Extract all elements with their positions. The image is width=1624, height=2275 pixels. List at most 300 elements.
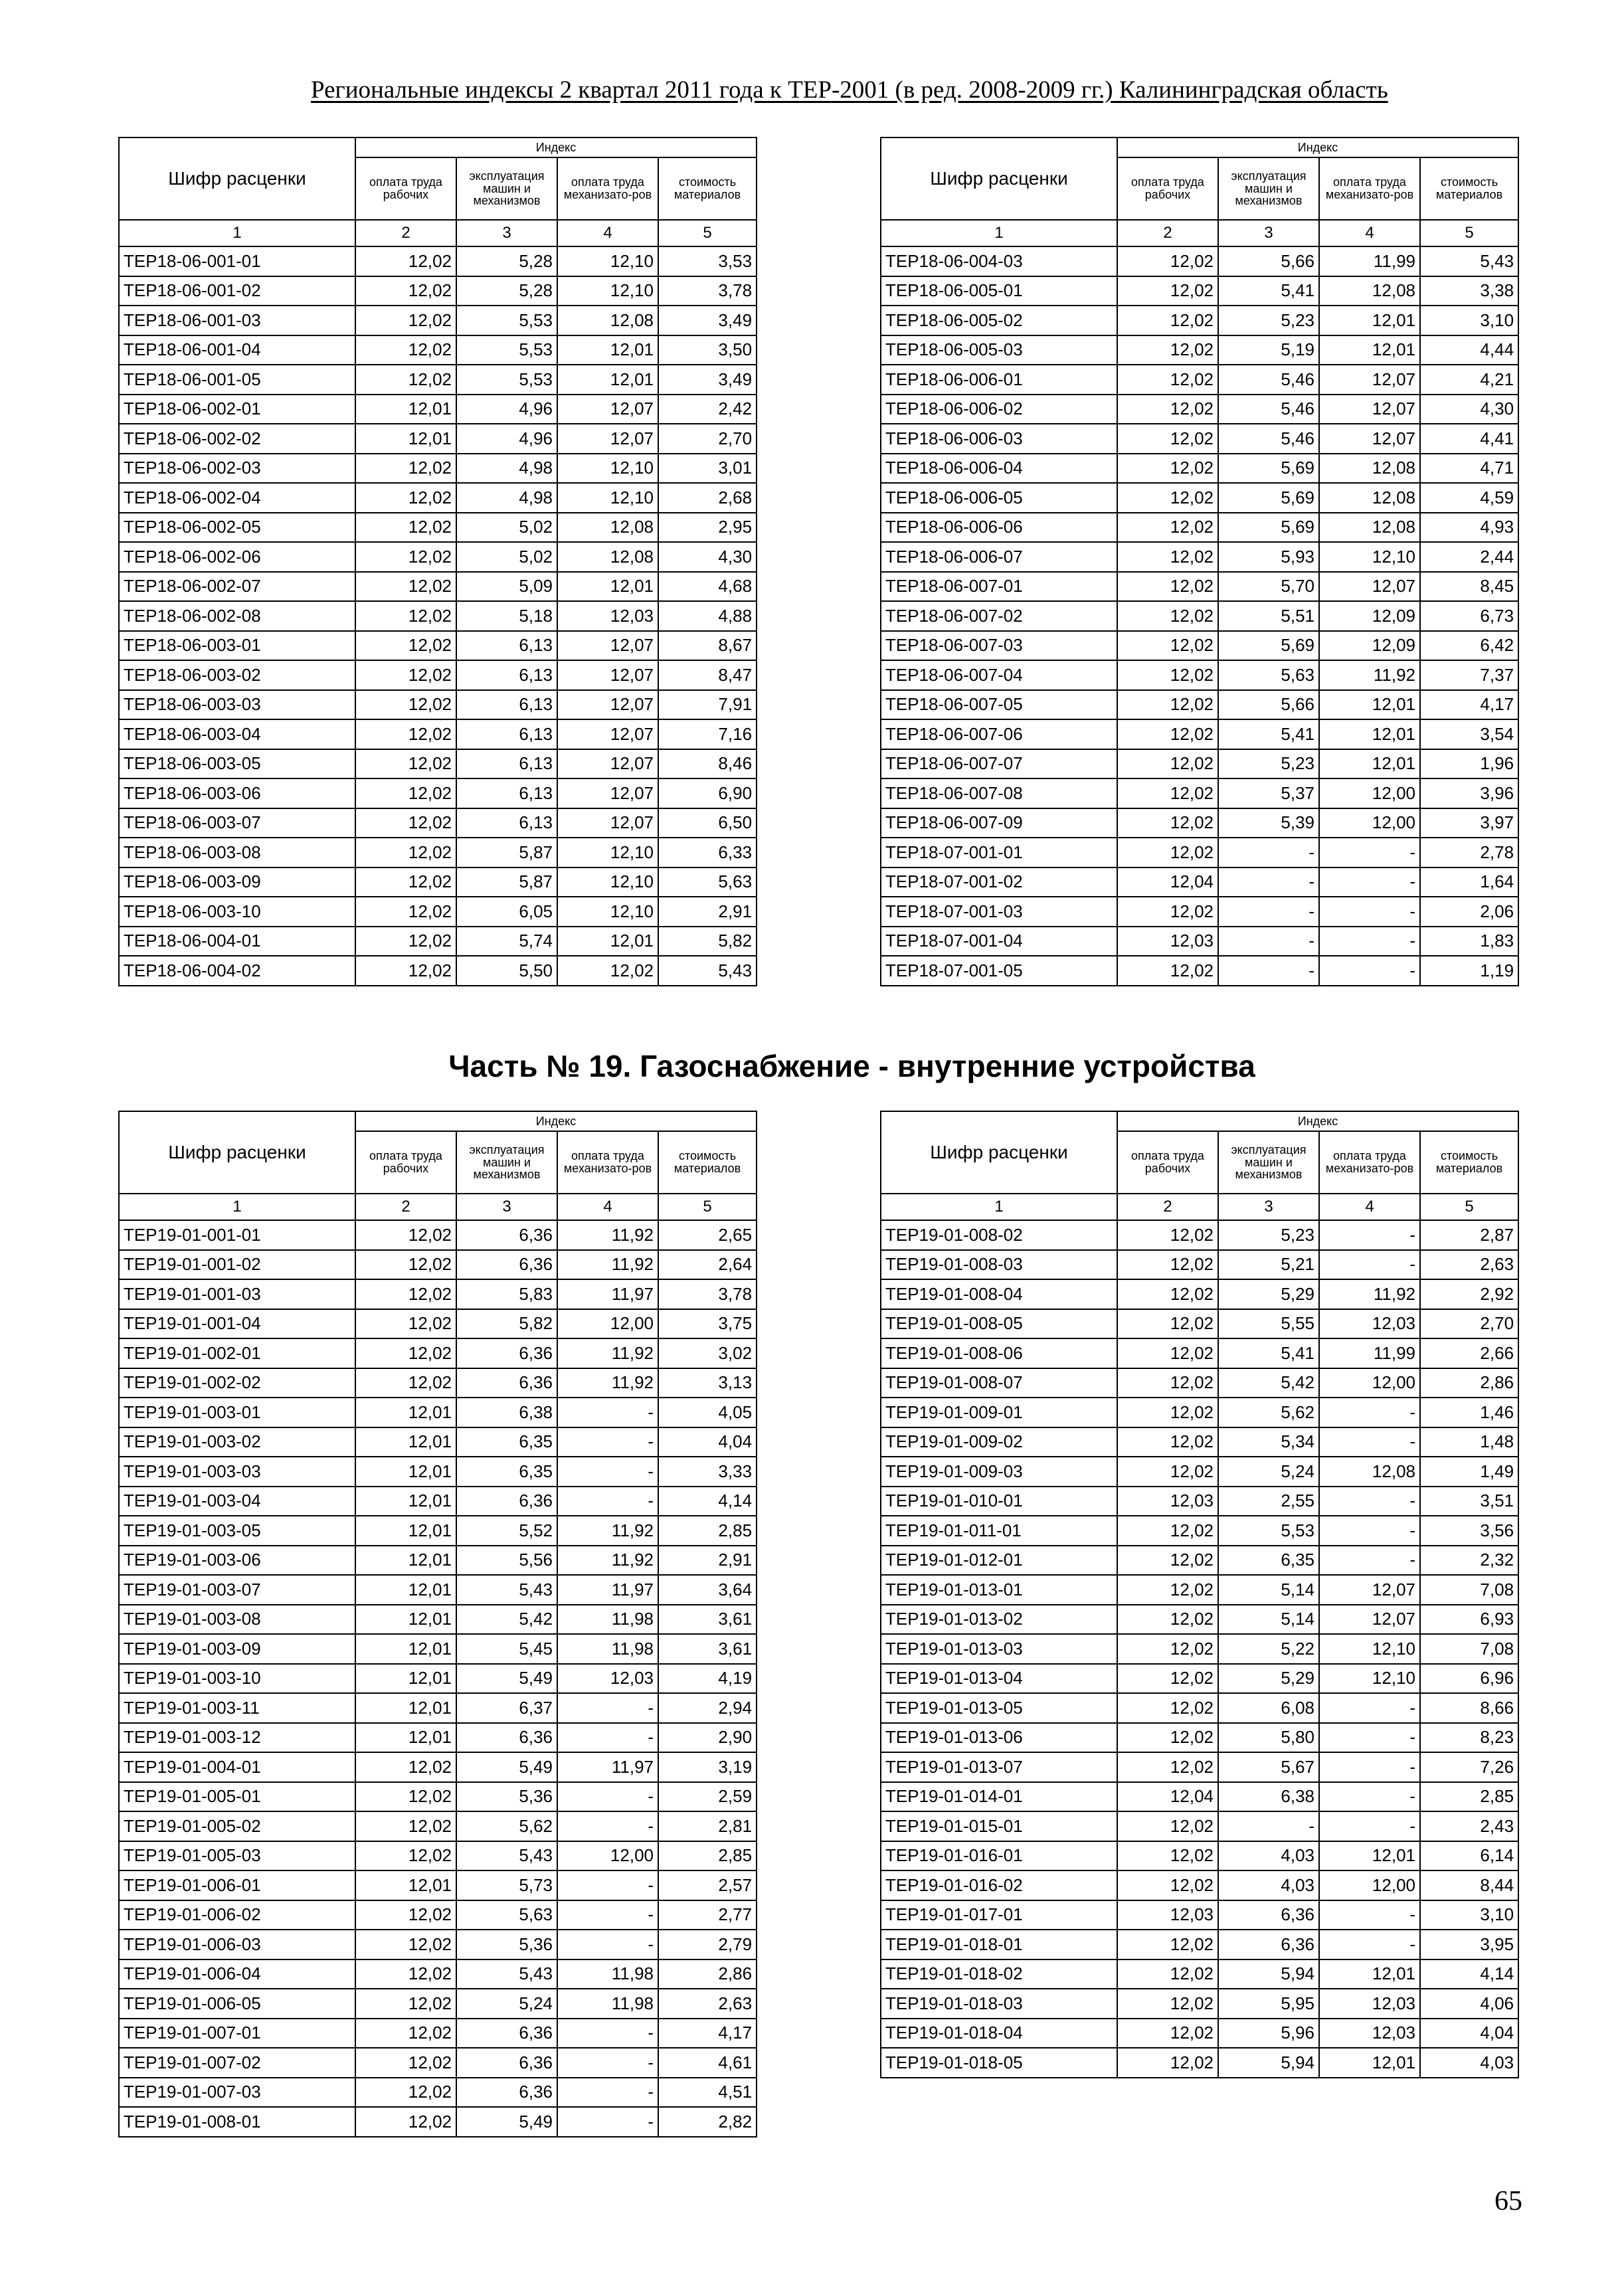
table-row [119, 1930, 757, 1959]
index-value-cell: 4,98 [456, 454, 557, 484]
table-row [881, 778, 1518, 808]
column-number: 5 [658, 1194, 757, 1220]
rate-code-cell: ТЕР19-01-018-02 [881, 1959, 1117, 1989]
index-value-cell: - [1319, 897, 1420, 927]
column-header-code: Шифр расценки [119, 137, 355, 220]
index-value-cell: - [1319, 1811, 1420, 1841]
table-row [119, 1250, 757, 1280]
index-value-cell: 12,10 [557, 246, 658, 276]
index-value-cell: 3,96 [1420, 778, 1518, 808]
index-value-cell: 12,02 [355, 808, 456, 838]
index-value-cell: 1,19 [1420, 956, 1518, 986]
index-value-cell: 2,06 [1420, 897, 1518, 927]
table-row [881, 1516, 1518, 1546]
index-value-cell: 5,43 [658, 956, 757, 986]
index-value-cell: 1,46 [1420, 1398, 1518, 1427]
index-value-cell: 6,13 [456, 749, 557, 779]
index-value-cell: 7,08 [1420, 1634, 1518, 1664]
table-row [119, 1220, 757, 1250]
index-value-cell: 12,02 [1117, 1338, 1218, 1368]
index-value-cell: 5,56 [456, 1546, 557, 1576]
rate-code-cell: ТЕР19-01-014-01 [881, 1782, 1117, 1812]
rate-code-cell: ТЕР18-06-003-03 [119, 690, 355, 720]
table-row [881, 1664, 1518, 1694]
index-value-cell: 5,14 [1218, 1605, 1319, 1635]
index-value-cell: 12,02 [355, 1309, 456, 1339]
index-value-cell: 7,91 [658, 690, 757, 720]
index-value-cell: 12,01 [1319, 335, 1420, 365]
index-value-cell: 4,98 [456, 483, 557, 513]
column-header-labor: оплата труда рабочих [1117, 157, 1218, 220]
index-value-cell: - [1319, 1516, 1420, 1546]
rate-code-cell: ТЕР18-06-003-10 [119, 897, 355, 927]
index-value-cell: - [557, 1693, 658, 1723]
index-value-cell: 2,66 [1420, 1338, 1518, 1368]
index-value-cell: 5,19 [1218, 335, 1319, 365]
index-value-cell: 5,46 [1218, 424, 1319, 454]
index-value-cell: 6,36 [456, 1487, 557, 1516]
index-value-cell: 12,02 [1117, 1575, 1218, 1605]
column-number: 5 [1420, 220, 1518, 246]
table-row [119, 1546, 757, 1576]
table-row [119, 660, 757, 690]
rate-code-cell: ТЕР18-06-001-05 [119, 365, 355, 395]
index-value-cell: 5,09 [456, 572, 557, 602]
column-header-code: Шифр расценки [119, 1111, 355, 1194]
index-value-cell: 1,83 [1420, 927, 1518, 956]
table-row [881, 1575, 1518, 1605]
index-value-cell: 12,02 [1117, 1752, 1218, 1782]
index-value-cell: 6,36 [456, 2019, 557, 2048]
index-value-cell: 5,23 [1218, 306, 1319, 335]
index-value-cell: - [1218, 867, 1319, 897]
index-value-cell: 3,38 [1420, 276, 1518, 306]
index-value-cell: 12,02 [1117, 749, 1218, 779]
table-row [881, 542, 1518, 572]
index-value-cell: 5,41 [1218, 276, 1319, 306]
rate-code-cell: ТЕР18-06-002-05 [119, 513, 355, 543]
page-number: 65 [1494, 2186, 1522, 2217]
index-value-cell: 4,03 [1218, 1870, 1319, 1900]
index-value-cell: 7,37 [1420, 660, 1518, 690]
table-row [881, 1546, 1518, 1576]
index-value-cell: - [1218, 897, 1319, 927]
index-value-cell: 5,87 [456, 867, 557, 897]
index-value-cell: 12,02 [1117, 1457, 1218, 1487]
column-header-materials: стоимость материалов [658, 1131, 757, 1194]
table-row [119, 1811, 757, 1841]
index-value-cell: 6,73 [1420, 601, 1518, 631]
index-value-cell: 2,91 [658, 1546, 757, 1576]
index-value-cell: 5,87 [456, 838, 557, 867]
index-value-cell: 2,79 [658, 1930, 757, 1959]
rate-code-cell: ТЕР18-06-005-01 [881, 276, 1117, 306]
index-value-cell: 12,00 [1319, 778, 1420, 808]
index-value-cell: 5,36 [456, 1782, 557, 1812]
index-value-cell: 12,01 [355, 424, 456, 454]
column-group-index: Индекс [1117, 137, 1518, 157]
index-value-cell: 5,21 [1218, 1250, 1319, 1280]
table-row [881, 1250, 1518, 1280]
column-header-code: Шифр расценки [881, 137, 1117, 220]
table-row [119, 1634, 757, 1664]
table-row [881, 572, 1518, 602]
index-value-cell: 11,98 [557, 1634, 658, 1664]
rate-code-cell: ТЕР18-07-001-02 [881, 867, 1117, 897]
table-row [119, 1575, 757, 1605]
index-value-cell: 12,10 [557, 454, 658, 484]
index-value-cell: 12,01 [355, 1575, 456, 1605]
index-value-cell: 12,02 [355, 2107, 456, 2137]
rate-code-cell: ТЕР19-01-006-04 [119, 1959, 355, 1989]
index-value-cell: 12,02 [355, 1279, 456, 1309]
index-value-cell: 5,46 [1218, 365, 1319, 395]
index-value-cell: 12,01 [355, 1870, 456, 1900]
column-number: 3 [1218, 1194, 1319, 1220]
table-row [881, 927, 1518, 956]
index-value-cell: 12,02 [1117, 1220, 1218, 1250]
index-value-cell: 3,50 [658, 335, 757, 365]
table-row [881, 1368, 1518, 1398]
rate-code-cell: ТЕР19-01-005-03 [119, 1841, 355, 1871]
index-value-cell: 11,99 [1319, 1338, 1420, 1368]
index-value-cell: - [557, 1427, 658, 1457]
table-row [881, 956, 1518, 986]
index-value-cell: 12,01 [355, 1487, 456, 1516]
index-value-cell: 12,01 [355, 1427, 456, 1457]
index-value-cell: 12,02 [355, 483, 456, 513]
index-table-part18-left [118, 137, 757, 986]
index-value-cell: 12,03 [1319, 1309, 1420, 1339]
index-value-cell: 8,45 [1420, 572, 1518, 602]
index-value-cell: 2,77 [658, 1900, 757, 1930]
index-value-cell: 12,02 [1117, 454, 1218, 484]
index-value-cell: - [1319, 1220, 1420, 1250]
index-value-cell: 12,10 [1319, 1664, 1420, 1694]
index-value-cell: 4,51 [658, 2078, 757, 2108]
index-value-cell: 12,02 [1117, 690, 1218, 720]
index-value-cell: 12,02 [355, 335, 456, 365]
column-number: 2 [355, 220, 456, 246]
index-value-cell: 6,08 [1218, 1693, 1319, 1723]
index-value-cell: 12,01 [557, 365, 658, 395]
index-value-cell: 4,03 [1218, 1841, 1319, 1871]
index-value-cell: 12,07 [1319, 424, 1420, 454]
table-row [881, 690, 1518, 720]
index-value-cell: - [557, 1930, 658, 1959]
index-value-cell: 2,82 [658, 2107, 757, 2137]
table-row [881, 660, 1518, 690]
index-value-cell: 12,07 [557, 749, 658, 779]
rate-code-cell: ТЕР19-01-001-01 [119, 1220, 355, 1250]
index-table-part19-left [118, 1111, 757, 2138]
index-value-cell: - [1218, 838, 1319, 867]
index-value-cell: 12,02 [1117, 1427, 1218, 1457]
rate-code-cell: ТЕР19-01-018-01 [881, 1930, 1117, 1959]
column-header-machines: эксплуатация машин и механизмов [1218, 157, 1319, 220]
index-value-cell: - [1218, 927, 1319, 956]
rate-code-cell: ТЕР19-01-005-02 [119, 1811, 355, 1841]
table-row [119, 1723, 757, 1753]
rate-code-cell: ТЕР18-06-003-06 [119, 778, 355, 808]
rate-code-cell: ТЕР18-06-007-05 [881, 690, 1117, 720]
index-value-cell: 12,02 [1117, 660, 1218, 690]
index-value-cell: 5,37 [1218, 778, 1319, 808]
table-row [119, 838, 757, 867]
index-value-cell: 5,70 [1218, 572, 1319, 602]
index-value-cell: 12,07 [557, 690, 658, 720]
index-value-cell: 12,10 [557, 276, 658, 306]
index-value-cell: 12,10 [557, 838, 658, 867]
index-value-cell: 4,88 [658, 601, 757, 631]
column-group-index: Индекс [1117, 1111, 1518, 1131]
index-value-cell: 12,01 [1319, 2048, 1420, 2078]
index-value-cell: 5,14 [1218, 1575, 1319, 1605]
rate-code-cell: ТЕР18-06-006-05 [881, 483, 1117, 513]
index-value-cell: 5,82 [456, 1309, 557, 1339]
index-value-cell: 12,08 [1319, 276, 1420, 306]
rate-code-cell: ТЕР19-01-003-12 [119, 1723, 355, 1753]
index-value-cell: 4,06 [1420, 1989, 1518, 2019]
rate-code-cell: ТЕР18-06-002-07 [119, 572, 355, 602]
index-value-cell: 5,53 [1218, 1516, 1319, 1546]
index-value-cell: - [1319, 867, 1420, 897]
table-row [119, 749, 757, 779]
index-value-cell: 4,05 [658, 1398, 757, 1427]
index-value-cell: 4,14 [1420, 1959, 1518, 1989]
table-row [881, 1841, 1518, 1871]
rate-code-cell: ТЕР19-01-003-01 [119, 1398, 355, 1427]
rate-code-cell: ТЕР19-01-002-02 [119, 1368, 355, 1398]
rate-code-cell: ТЕР18-06-003-05 [119, 749, 355, 779]
index-value-cell: 4,96 [456, 424, 557, 454]
index-value-cell: 12,00 [1319, 808, 1420, 838]
column-number: 3 [1218, 220, 1319, 246]
index-value-cell: - [1319, 1782, 1420, 1812]
table-row [881, 1811, 1518, 1841]
index-value-cell: 12,01 [557, 572, 658, 602]
rate-code-cell: ТЕР19-01-008-07 [881, 1368, 1117, 1398]
table-row [119, 1870, 757, 1900]
index-value-cell: 5,83 [456, 1279, 557, 1309]
index-value-cell: 2,87 [1420, 1220, 1518, 1250]
table-row [119, 1516, 757, 1546]
index-value-cell: 6,37 [456, 1693, 557, 1723]
rate-code-cell: ТЕР19-01-003-03 [119, 1457, 355, 1487]
table-row [119, 1959, 757, 1989]
index-value-cell: 8,67 [658, 631, 757, 661]
index-value-cell: 3,75 [658, 1309, 757, 1339]
index-value-cell: 6,93 [1420, 1605, 1518, 1635]
table-row [881, 1752, 1518, 1782]
index-value-cell: 12,08 [1319, 1457, 1420, 1487]
index-value-cell: 6,13 [456, 808, 557, 838]
index-value-cell: - [1218, 956, 1319, 986]
table-row [881, 1634, 1518, 1664]
index-value-cell: 5,50 [456, 956, 557, 986]
index-value-cell: 2,94 [658, 1693, 757, 1723]
index-value-cell: 6,36 [456, 1220, 557, 1250]
index-value-cell: 12,00 [1319, 1870, 1420, 1900]
column-header-operators: оплата труда механизато-ров [1319, 1131, 1420, 1194]
rate-code-cell: ТЕР19-01-003-04 [119, 1487, 355, 1516]
index-value-cell: 2,90 [658, 1723, 757, 1753]
column-header-materials: стоимость материалов [1420, 1131, 1518, 1194]
index-value-cell: 5,42 [456, 1605, 557, 1635]
rate-code-cell: ТЕР18-06-004-02 [119, 956, 355, 986]
index-value-cell: 6,36 [1218, 1930, 1319, 1959]
index-value-cell: 4,41 [1420, 424, 1518, 454]
column-header-operators: оплата труда механизато-ров [557, 157, 658, 220]
rate-code-cell: ТЕР19-01-003-06 [119, 1546, 355, 1576]
index-value-cell: 5,67 [1218, 1752, 1319, 1782]
table-row [119, 1338, 757, 1368]
index-value-cell: 12,02 [1117, 1516, 1218, 1546]
index-value-cell: 12,07 [1319, 1575, 1420, 1605]
index-value-cell: 12,02 [1117, 1309, 1218, 1339]
index-value-cell: 3,95 [1420, 1930, 1518, 1959]
index-value-cell: 6,36 [456, 2078, 557, 2108]
index-value-cell: 12,02 [1117, 1930, 1218, 1959]
index-value-cell: 5,43 [456, 1575, 557, 1605]
table-row [881, 1900, 1518, 1930]
index-value-cell: - [1319, 1427, 1420, 1457]
index-value-cell: 4,68 [658, 572, 757, 602]
index-value-cell: 12,02 [1117, 1723, 1218, 1753]
index-value-cell: 12,02 [355, 276, 456, 306]
index-value-cell: 12,07 [1319, 395, 1420, 424]
rate-code-cell: ТЕР19-01-013-06 [881, 1723, 1117, 1753]
index-value-cell: 5,66 [1218, 246, 1319, 276]
index-value-cell: 12,02 [355, 778, 456, 808]
table-row [119, 454, 757, 484]
table-row [881, 276, 1518, 306]
column-header-labor: оплата труда рабочих [355, 157, 456, 220]
column-header-labor: оплата труда рабочих [1117, 1131, 1218, 1194]
table-row [881, 395, 1518, 424]
rate-code-cell: ТЕР19-01-004-01 [119, 1752, 355, 1782]
table-row [881, 1338, 1518, 1368]
index-value-cell: - [1319, 1900, 1420, 1930]
index-value-cell: 6,42 [1420, 631, 1518, 661]
column-group-index: Индекс [355, 1111, 757, 1131]
index-value-cell: 2,81 [658, 1811, 757, 1841]
index-value-cell: 5,28 [456, 276, 557, 306]
index-value-cell: 12,02 [355, 1368, 456, 1398]
index-value-cell: 12,02 [1117, 956, 1218, 986]
index-value-cell: 12,02 [355, 513, 456, 543]
index-value-cell: 12,07 [557, 631, 658, 661]
index-value-cell: 5,24 [1218, 1457, 1319, 1487]
index-value-cell: 11,92 [557, 1220, 658, 1250]
index-value-cell: - [557, 2107, 658, 2137]
index-value-cell: 3,56 [1420, 1516, 1518, 1546]
index-table-part18-right [880, 137, 1519, 986]
index-value-cell: 6,36 [456, 1338, 557, 1368]
table-row [881, 1427, 1518, 1457]
index-value-cell: 12,01 [1319, 719, 1420, 749]
index-value-cell: 12,02 [1117, 897, 1218, 927]
index-value-cell: 3,78 [658, 1279, 757, 1309]
rate-code-cell: ТЕР19-01-016-01 [881, 1841, 1117, 1871]
index-value-cell: 4,03 [1420, 2048, 1518, 2078]
rate-code-cell: ТЕР18-07-001-04 [881, 927, 1117, 956]
index-value-cell: 11,92 [557, 1338, 658, 1368]
index-value-cell: 12,07 [557, 719, 658, 749]
index-value-cell: 12,08 [557, 542, 658, 572]
index-value-cell: 2,57 [658, 1870, 757, 1900]
index-value-cell: 12,02 [1117, 719, 1218, 749]
rate-code-cell: ТЕР18-07-001-01 [881, 838, 1117, 867]
index-value-cell: 12,01 [355, 1634, 456, 1664]
rate-code-cell: ТЕР19-01-009-03 [881, 1457, 1117, 1487]
index-value-cell: 12,03 [1319, 1989, 1420, 2019]
index-value-cell: 2,85 [658, 1841, 757, 1871]
index-value-cell: 2,86 [1420, 1368, 1518, 1398]
index-value-cell: 12,02 [1117, 1634, 1218, 1664]
index-value-cell: 12,02 [355, 897, 456, 927]
index-value-cell: 12,03 [1319, 2019, 1420, 2048]
table-row [119, 719, 757, 749]
index-value-cell: 6,36 [456, 1368, 557, 1398]
table-row [881, 631, 1518, 661]
index-value-cell: 12,01 [1319, 1959, 1420, 1989]
index-value-cell: 12,02 [355, 454, 456, 484]
index-value-cell: 8,66 [1420, 1693, 1518, 1723]
index-value-cell: 12,02 [1117, 808, 1218, 838]
rate-code-cell: ТЕР18-06-001-02 [119, 276, 355, 306]
table-row [881, 2019, 1518, 2048]
index-value-cell: 6,13 [456, 690, 557, 720]
index-value-cell: 2,44 [1420, 542, 1518, 572]
table-row [881, 483, 1518, 513]
index-value-cell: 3,61 [658, 1605, 757, 1635]
column-header-machines: эксплуатация машин и механизмов [1218, 1131, 1319, 1194]
rate-code-cell: ТЕР19-01-009-01 [881, 1398, 1117, 1427]
rate-code-cell: ТЕР18-06-007-08 [881, 778, 1117, 808]
index-value-cell: 12,01 [1319, 1841, 1420, 1871]
table-row [881, 867, 1518, 897]
index-value-cell: 4,21 [1420, 365, 1518, 395]
index-value-cell: 12,02 [355, 1782, 456, 1812]
index-value-cell: 12,02 [355, 1220, 456, 1250]
index-value-cell: 1,49 [1420, 1457, 1518, 1487]
index-value-cell: 6,90 [658, 778, 757, 808]
index-value-cell: 12,09 [1319, 631, 1420, 661]
table-row [881, 1693, 1518, 1723]
index-value-cell: 12,00 [1319, 1368, 1420, 1398]
index-value-cell: 2,70 [658, 424, 757, 454]
rate-code-cell: ТЕР19-01-006-03 [119, 1930, 355, 1959]
index-value-cell: 5,42 [1218, 1368, 1319, 1398]
index-value-cell: 12,09 [1319, 601, 1420, 631]
column-number: 3 [456, 1194, 557, 1220]
index-value-cell: 11,92 [1319, 660, 1420, 690]
rate-code-cell: ТЕР19-01-018-05 [881, 2048, 1117, 2078]
index-value-cell: 12,02 [1117, 2019, 1218, 2048]
rate-code-cell: ТЕР18-06-003-08 [119, 838, 355, 867]
index-value-cell: 2,42 [658, 395, 757, 424]
rate-code-cell: ТЕР18-06-001-03 [119, 306, 355, 335]
index-value-cell: 12,02 [355, 601, 456, 631]
index-value-cell: 12,01 [355, 1516, 456, 1546]
rate-code-cell: ТЕР19-01-015-01 [881, 1811, 1117, 1841]
index-value-cell: 12,08 [1319, 513, 1420, 543]
index-value-cell: 12,02 [355, 542, 456, 572]
rate-code-cell: ТЕР18-06-006-07 [881, 542, 1117, 572]
index-value-cell: 12,07 [557, 808, 658, 838]
index-value-cell: 12,02 [1117, 1279, 1218, 1309]
